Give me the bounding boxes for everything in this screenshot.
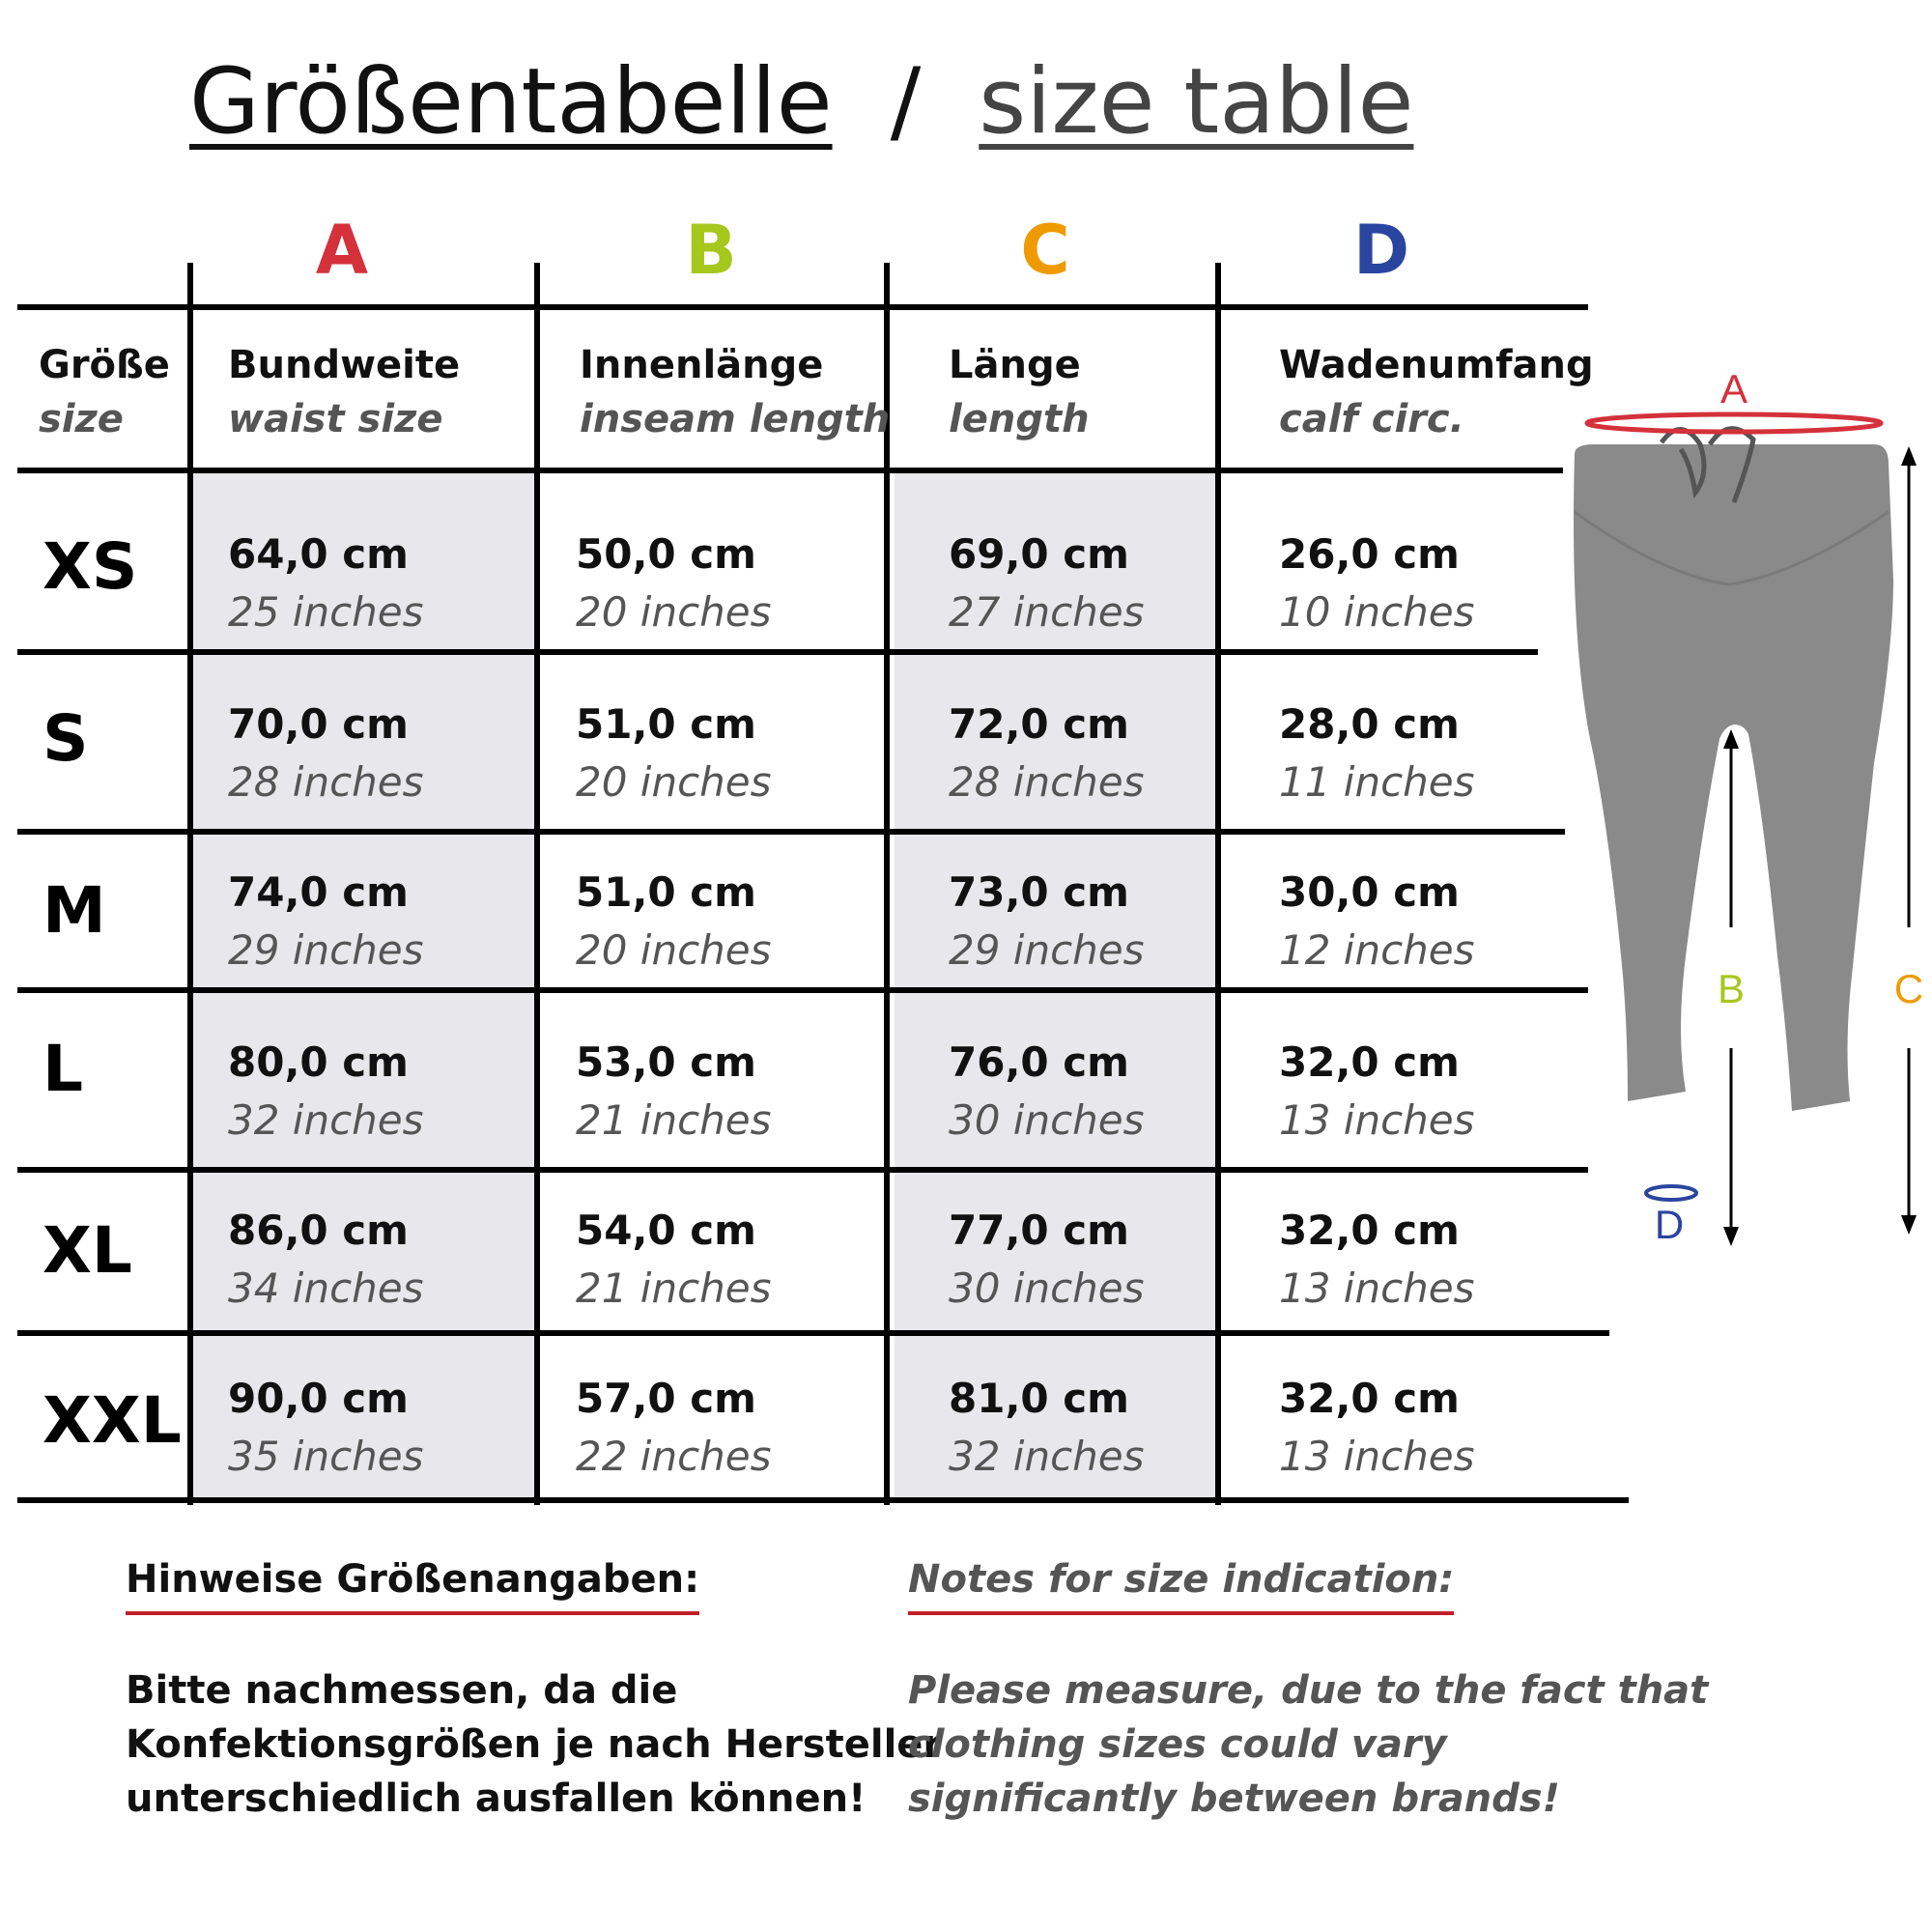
table-cell [949, 1034, 1145, 1150]
cell-cm: 81,0 cm [949, 1375, 1129, 1422]
cell-inches: 20 inches [576, 926, 772, 974]
table-cell [228, 1034, 424, 1150]
notes-line: significantly between brands! [908, 1776, 1560, 1821]
notes-body-en [908, 1663, 1708, 1826]
cell-cm: 30,0 cm [1279, 868, 1460, 916]
header-length-de: Länge [949, 343, 1081, 387]
notes-line: Bitte nachmessen, da die [126, 1668, 678, 1713]
cell-cm: 72,0 cm [949, 700, 1129, 748]
size-label: S [43, 701, 89, 776]
cell-inches: 13 inches [1279, 1264, 1475, 1312]
header-size-en: size [39, 397, 124, 441]
size-label: XL [43, 1213, 132, 1288]
notes-line: clothing sizes could vary [908, 1722, 1447, 1767]
row-divider [17, 649, 1538, 655]
cell-inches: 27 inches [949, 588, 1145, 636]
header-length-en: length [949, 397, 1090, 441]
table-cell [949, 1370, 1145, 1486]
cell-inches: 29 inches [949, 926, 1145, 974]
header-inseam-de: Innenlänge [580, 343, 824, 387]
row-divider [17, 987, 1588, 993]
header-inseam [580, 338, 890, 446]
cell-cm: 53,0 cm [576, 1038, 756, 1086]
header-waist [228, 338, 460, 446]
cell-inches: 28 inches [228, 758, 424, 806]
size-label: L [43, 1032, 84, 1106]
row-divider [17, 1167, 1588, 1173]
page-title [189, 50, 1413, 155]
notes-title-en: Notes for size indication: [908, 1557, 1454, 1615]
table-cell [576, 1202, 772, 1318]
cell-cm: 32,0 cm [1279, 1038, 1460, 1086]
cell-cm: 51,0 cm [576, 700, 756, 748]
row-divider [17, 829, 1565, 835]
title-de: Größentabelle [189, 49, 833, 155]
header-length [949, 338, 1090, 446]
cell-cm: 32,0 cm [1279, 1375, 1460, 1422]
header-waist-de: Bundweite [228, 343, 461, 387]
table-cell [228, 1202, 424, 1318]
table-cell [576, 1034, 772, 1150]
diagram-label-c: C [1893, 966, 1924, 1011]
cell-cm: 77,0 cm [949, 1207, 1129, 1254]
table-cell [949, 1202, 1145, 1318]
table-cell [228, 526, 424, 641]
column-divider [1215, 263, 1221, 1505]
arrow-up-icon [1723, 729, 1739, 749]
cell-cm: 70,0 cm [228, 700, 409, 748]
notes-line: Please measure, due to the fact that [908, 1668, 1709, 1713]
cell-cm: 26,0 cm [1279, 530, 1460, 578]
table-cell [949, 864, 1145, 980]
size-label: M [43, 873, 106, 948]
cell-inches: 22 inches [576, 1433, 772, 1480]
table-cell [228, 864, 424, 980]
pants-measurement-diagram [1555, 357, 1932, 1343]
column-letter-b: B [685, 211, 737, 290]
cell-inches: 20 inches [576, 758, 772, 806]
cell-inches: 30 inches [949, 1264, 1145, 1312]
cell-inches: 30 inches [949, 1096, 1145, 1144]
cell-inches: 13 inches [1279, 1096, 1475, 1144]
header-divider [17, 468, 1563, 473]
table-cell [576, 696, 772, 811]
table-cell [1279, 1202, 1475, 1318]
cell-inches: 32 inches [228, 1096, 424, 1144]
table-cell [1279, 1034, 1475, 1150]
notes-body-de [126, 1663, 942, 1826]
arrow-up-icon [1901, 446, 1917, 466]
notes-line: unterschiedlich ausfallen können! [126, 1776, 867, 1821]
column-divider [187, 263, 193, 1505]
cell-cm: 54,0 cm [576, 1207, 756, 1254]
cell-cm: 86,0 cm [228, 1207, 409, 1254]
table-cell [1279, 696, 1475, 811]
header-size [39, 338, 170, 446]
column-divider [884, 263, 890, 1505]
column-letter-a: A [315, 211, 369, 290]
cell-cm: 73,0 cm [949, 868, 1129, 916]
calf-ellipse-d [1646, 1186, 1696, 1200]
table-cell [576, 864, 772, 980]
cell-cm: 69,0 cm [949, 530, 1129, 578]
cell-inches: 20 inches [576, 588, 772, 636]
cell-inches: 21 inches [576, 1096, 772, 1144]
arrow-down-icon [1723, 1227, 1739, 1246]
column-divider [534, 263, 540, 1505]
cell-cm: 32,0 cm [1279, 1207, 1460, 1254]
size-label: XXL [43, 1383, 182, 1458]
table-bottom-border [17, 1497, 1629, 1503]
cell-inches: 29 inches [228, 926, 424, 974]
diagram-label-b: B [1717, 966, 1746, 1011]
title-en: size table [979, 49, 1414, 155]
cell-cm: 80,0 cm [228, 1038, 409, 1086]
cell-cm: 74,0 cm [228, 868, 409, 916]
table-cell [228, 1370, 424, 1486]
table-cell [1279, 1370, 1475, 1486]
cell-inches: 11 inches [1279, 758, 1475, 806]
table-cell [576, 1370, 772, 1486]
cell-inches: 21 inches [576, 1264, 772, 1312]
notes-line: Konfektionsgrößen je nach Hersteller [126, 1722, 943, 1767]
cell-inches: 32 inches [949, 1433, 1145, 1480]
title-separator: / [890, 49, 922, 155]
row-divider [17, 1330, 1609, 1336]
header-waist-en: waist size [228, 397, 443, 441]
cell-inches: 25 inches [228, 588, 424, 636]
cell-cm: 57,0 cm [576, 1375, 756, 1422]
table-cell [1279, 864, 1475, 980]
header-calf-de: Wadenumfang [1279, 343, 1594, 387]
cell-inches: 13 inches [1279, 1433, 1475, 1480]
column-letter-d: D [1352, 211, 1410, 290]
cell-cm: 76,0 cm [949, 1038, 1129, 1086]
header-inseam-en: inseam length [580, 397, 891, 441]
cell-inches: 34 inches [228, 1264, 424, 1312]
table-cell [949, 696, 1145, 811]
cell-inches: 35 inches [228, 1433, 424, 1480]
cell-inches: 12 inches [1279, 926, 1475, 974]
diagram-label-a: A [1719, 366, 1748, 412]
size-label: XS [43, 529, 138, 604]
cell-cm: 50,0 cm [576, 530, 756, 578]
table-cell [228, 696, 424, 811]
cell-cm: 64,0 cm [228, 530, 409, 578]
header-calf [1279, 338, 1594, 446]
header-size-de: Größe [39, 343, 170, 387]
notes-title-de: Hinweise Größenangaben: [126, 1557, 699, 1615]
cell-cm: 51,0 cm [576, 868, 756, 916]
cell-inches: 28 inches [949, 758, 1145, 806]
table-top-border [17, 304, 1588, 310]
table-cell [949, 526, 1145, 641]
cell-inches: 10 inches [1279, 588, 1475, 636]
column-letter-c: C [1020, 211, 1070, 290]
diagram-label-d: D [1654, 1202, 1685, 1247]
arrow-down-icon [1901, 1215, 1917, 1235]
table-cell [1279, 526, 1475, 641]
cell-cm: 90,0 cm [228, 1375, 409, 1422]
cell-cm: 28,0 cm [1279, 700, 1460, 748]
header-calf-en: calf circ. [1279, 397, 1464, 441]
table-cell [576, 526, 772, 641]
